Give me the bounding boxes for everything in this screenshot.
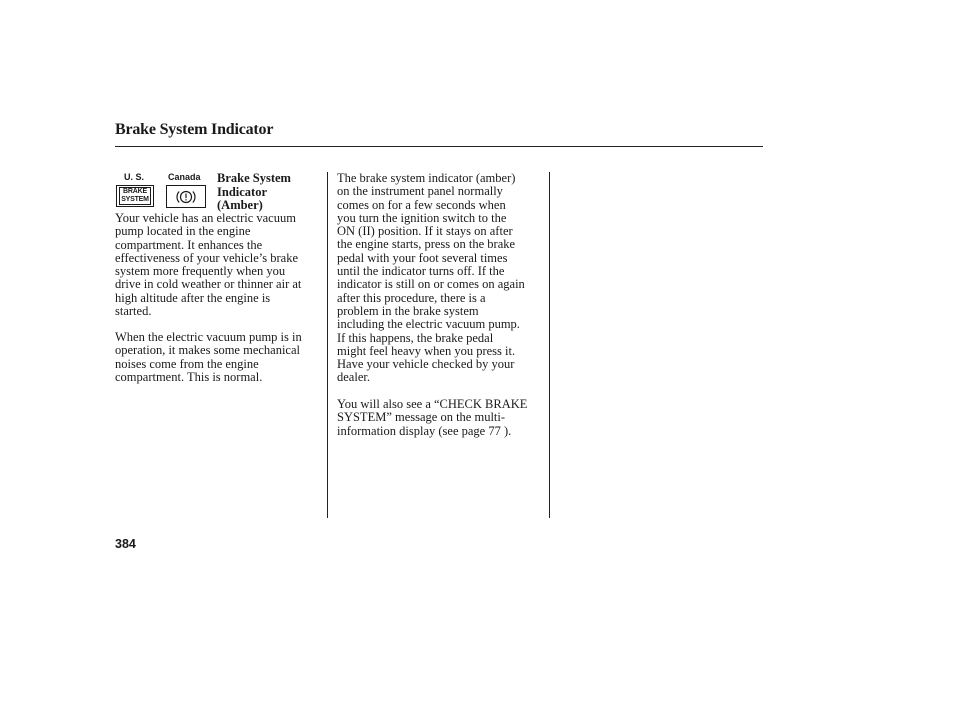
column1-paragraph2: When the electric vacuum pump is in operation, it makes some mechanical noises come from the engine compartment. This is normal. [115, 330, 302, 384]
canada-indicator-frame [166, 185, 206, 208]
brake-warning-icon [175, 189, 197, 205]
brake-icon-text-line2: SYSTEM [121, 196, 149, 203]
column2-paragraph2: You will also see a “CHECK BRAKE SYSTEM” message on the multi- information display (see page 77 ). [337, 397, 528, 438]
column1-paragraph1: Your vehicle has an electric vacuum pump located in the engine compartment. It enhances the effectiveness of your vehicle’s brake system more frequently when you drive in cold weather or thinner air at high altitude after the engine is started. [115, 211, 302, 319]
brake-icon-text-line1: BRAKE [123, 188, 147, 195]
column-divider [549, 172, 550, 518]
title-divider [115, 146, 763, 147]
column-divider [327, 172, 328, 518]
column2-paragraph1: The brake system indicator (amber) on the instrument panel normally comes on for a few seconds when you turn the ignition switch to the ON (II) position. If it stays on after the engine starts, press on the brake pedal with your foot several times until the indicator turns off. If the indicator is still on or comes on again after this procedure, there is a problem in the brake system including the electric vacuum pump. If this happens, the brake pedal might feel heavy when you press it. Have your vehicle checked by your dealer. [337, 171, 525, 385]
us-label: U. S. [124, 172, 145, 182]
indicator-title: Brake System Indicator (Amber) [217, 171, 291, 212]
brake-system-indicator-icon [116, 185, 154, 207]
page-number: 384 [115, 537, 136, 551]
canada-label: Canada [168, 172, 201, 182]
page-title: Brake System Indicator [115, 121, 274, 138]
